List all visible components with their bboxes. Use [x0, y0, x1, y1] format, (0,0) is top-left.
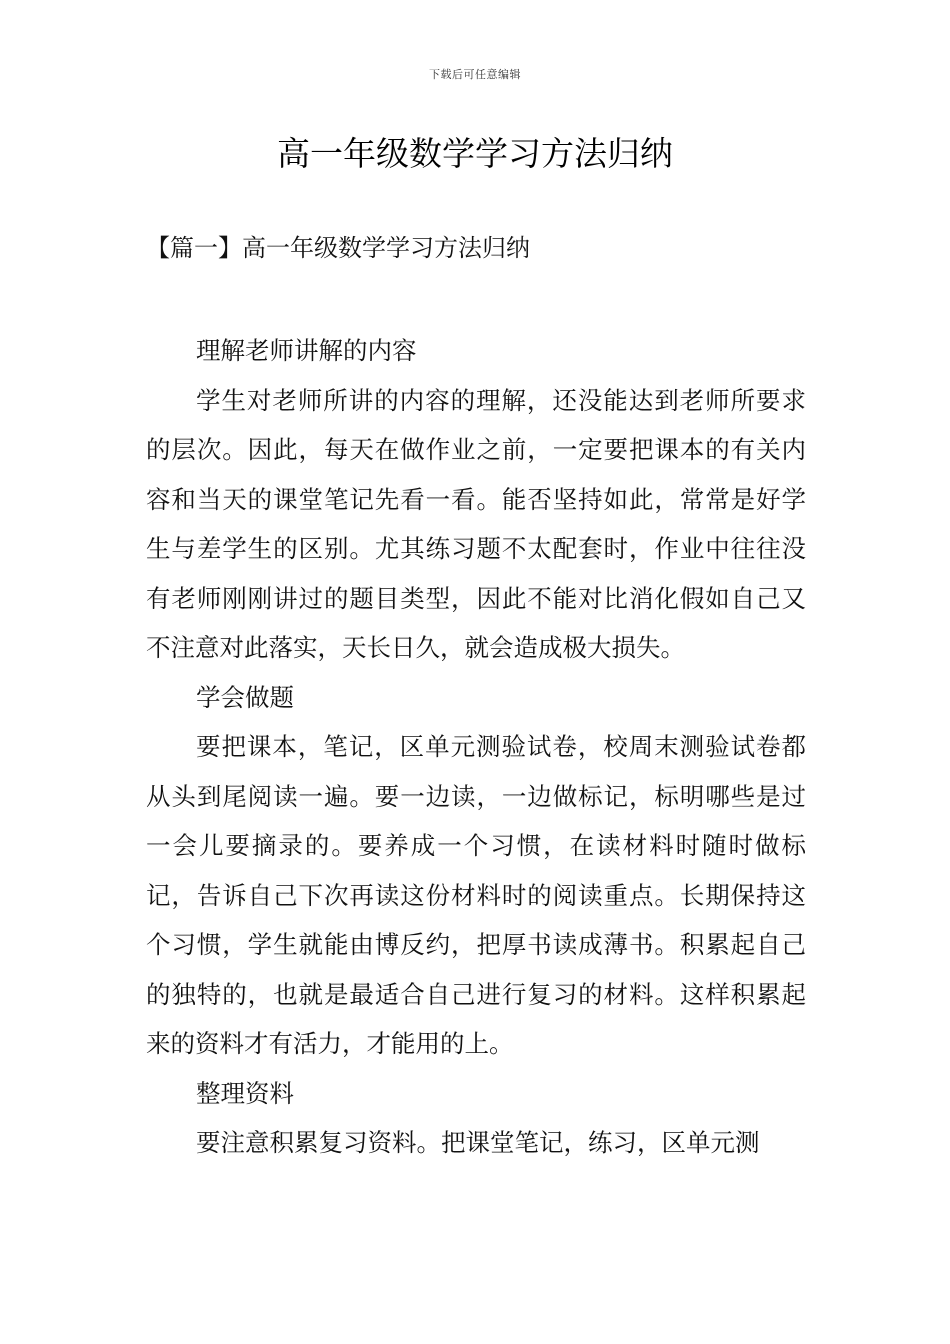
document-title: 高一年级数学学习方法归纳: [277, 134, 673, 173]
paragraph-organize: 要注意积累复习资料。把课堂笔记，练习，区单元测: [196, 1128, 760, 1157]
paragraph-practice: 要把课本，笔记，区单元测验试卷，校周末测验试卷都从头到尾阅读一遍。要一边读，一边做标记，标明哪些是过一会儿要摘录的。要养成一个习惯，在读材料时随时做标记，告诉自己下次再读这份材料时的阅读重点。长期保持这个习惯，学生就能由博反约，把厚书读成薄书。积累起自己的独特的，也就是最适合自己进行复习的材料。这样积累起来的资料才有活力，才能用的上。: [146, 732, 806, 1058]
section-title: 【篇一】高一年级数学学习方法归纳: [146, 234, 530, 262]
header-note: 下载后可任意编辑: [429, 68, 521, 81]
document-body: [146, 326, 806, 1168]
subheading-understand: 理解老师讲解的内容: [196, 336, 417, 365]
paragraph-understand: 学生对老师所讲的内容的理解，还没能达到老师所要求的层次。因此，每天在做作业之前，一定要把课本的有关内容和当天的课堂笔记先看一看。能否坚持如此，常常是好学生与差学生的区别。尤其练习题不太配套时，作业中往往没有老师刚刚讲过的题目类型，因此不能对比消化假如自己又不注意对此落实，天长日久，就会造成极大损失。: [146, 385, 806, 662]
subheading-organize: 整理资料: [196, 1078, 294, 1108]
subheading-practice: 学会做题: [196, 682, 294, 712]
